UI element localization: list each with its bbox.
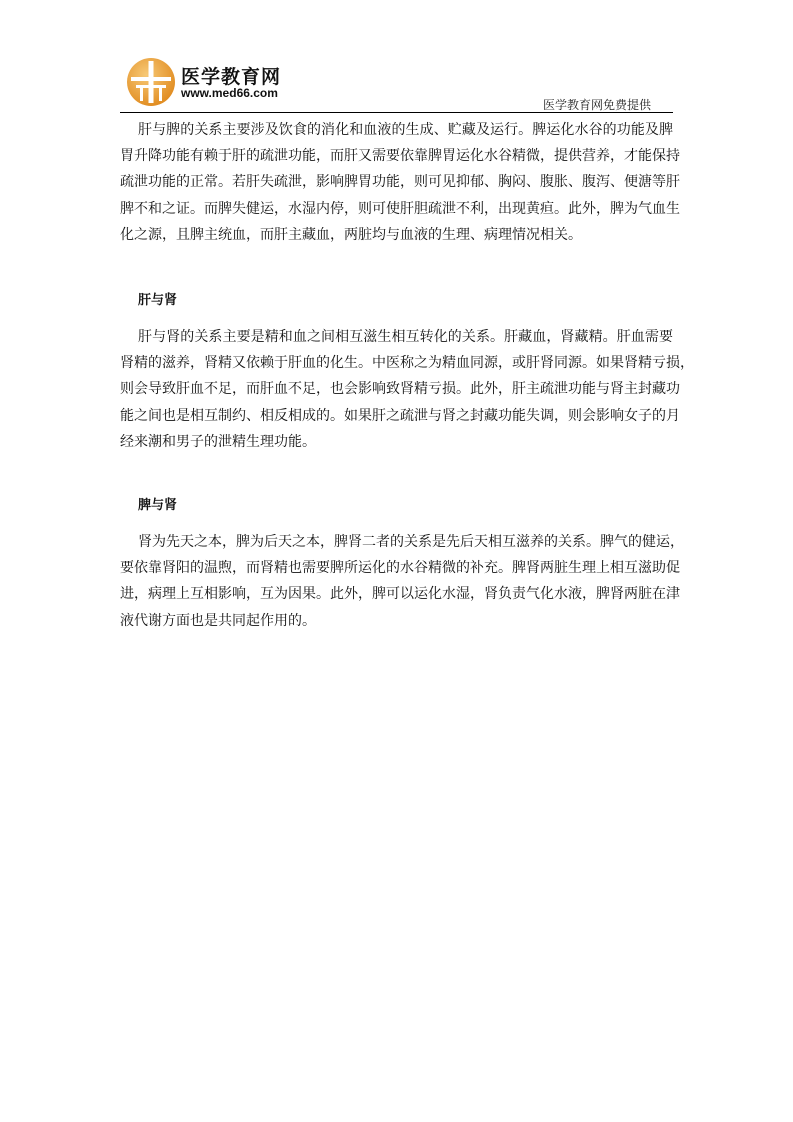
header-divider — [120, 112, 673, 113]
text-line: 脾不和之证。而脾失健运，水湿内停，则可使肝胆疏泄不利，出现黄疸。此外，脾为气血生 — [120, 200, 680, 217]
section-heading-spleen-kidney: 脾与肾 — [138, 498, 178, 513]
text-line: 化之源，且脾主统血，而肝主藏血，两脏均与血液的生理、病理情况相关。 — [120, 226, 582, 243]
text-line: 经来潮和男子的泄精生理功能。 — [120, 433, 316, 450]
text-line: 肝与脾的关系主要涉及饮食的消化和血液的生成、贮藏及运行。脾运化水谷的功能及脾 — [138, 122, 673, 138]
med66-logo-icon — [126, 57, 176, 107]
text-line: 胃升降功能有赖于肝的疏泄功能，而肝又需要依靠脾胃运化水谷精微，提供营养，才能保持 — [120, 148, 680, 165]
text-line: 进，病理上互相影响，互为因果。此外，脾可以运化水湿，肾负责气化水液，脾肾两脏在津 — [120, 586, 680, 603]
text-line: 肝与肾的关系主要是精和血之间相互滋生相互转化的关系。肝藏血，肾藏精。肝血需要 — [138, 329, 673, 345]
brand-url: www.med66.com — [181, 86, 278, 100]
text-line: 肾为先天之本，脾为后天之本，脾肾二者的关系是先后天相互滋养的关系。脾气的健运， — [138, 534, 684, 550]
paragraph-liver-spleen — [120, 117, 680, 248]
text-line: 能之间也是相互制约、相反相成的。如果肝之疏泄与肾之封藏功能失调，则会影响女子的月 — [120, 407, 680, 424]
section-heading-liver-kidney: 肝与肾 — [138, 293, 178, 308]
brand-name: 医学教育网 — [181, 66, 282, 88]
text-line: 要依靠肾阳的温煦，而肾精也需要脾所运化的水谷精微的补充。脾肾两脏生理上相互滋助促 — [120, 560, 680, 577]
text-line: 则会导致肝血不足，而肝血不足，也会影响致肾精亏损。此外，肝主疏泄功能与肾主封藏功 — [120, 381, 680, 398]
provider-note: 医学教育网免费提供 — [543, 98, 652, 112]
text-line: 液代谢方面也是共同起作用的。 — [120, 612, 316, 629]
paragraph-liver-kidney — [120, 324, 694, 455]
text-line: 肾精的滋养，肾精又依赖于肝血的化生。中医称之为精血同源，或肝肾同源。如果肾精亏损， — [120, 355, 694, 372]
paragraph-spleen-kidney — [120, 529, 684, 634]
text-line: 疏泄功能的正常。若肝失疏泄，影响脾胃功能，则可见抑郁、胸闷、腹胀、腹泻、便溏等肝 — [120, 174, 680, 191]
